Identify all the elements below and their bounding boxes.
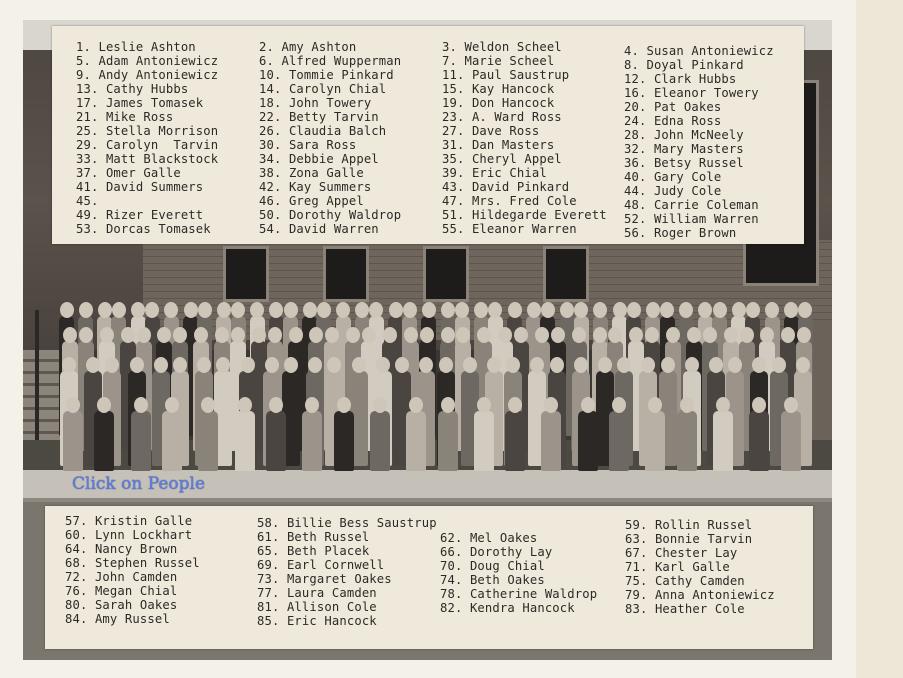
person-head <box>303 302 317 318</box>
name-entry: 46. Greg Appel <box>259 194 364 208</box>
name-entry: 81. Allison Cole <box>257 600 377 614</box>
person-head <box>98 302 112 318</box>
person-figure <box>63 411 83 471</box>
person-head <box>784 397 798 413</box>
person-head <box>716 397 730 413</box>
name-entry: 25. Stella Morrison <box>76 124 219 138</box>
person-head <box>463 357 477 373</box>
name-entry: 6. Alfred Wupperman <box>259 54 402 68</box>
person-figure <box>645 411 665 471</box>
name-entry: 21. Mike Ross <box>76 110 174 124</box>
person-figure <box>781 411 801 471</box>
person-head <box>422 302 436 318</box>
name-entry: 26. Claudia Balch <box>259 124 387 138</box>
name-entry: 41. David Summers <box>76 180 204 194</box>
name-entry: 29. Carolyn Tarvin <box>76 138 219 152</box>
name-entry: 18. John Towery <box>259 96 372 110</box>
person-head <box>79 327 93 343</box>
name-entry: 62. Mel Oakes <box>440 531 538 545</box>
person-figure <box>505 411 525 471</box>
name-entry: 43. David Pinkard <box>442 180 570 194</box>
person-head <box>487 357 501 373</box>
person-figure <box>302 411 322 471</box>
person-head <box>508 302 522 318</box>
name-entry: 77. Laura Camden <box>257 586 377 600</box>
person-head <box>395 357 409 373</box>
name-entry: 65. Beth Placek <box>257 544 370 558</box>
name-entry: 50. Dorothy Waldrop <box>259 208 402 222</box>
person-head <box>680 397 694 413</box>
person-head <box>541 302 555 318</box>
name-entry: 48. Carrie Coleman <box>624 198 759 212</box>
name-entry: 60. Lynn Lockhart <box>65 528 193 542</box>
person-figure <box>677 411 697 471</box>
person-head <box>403 302 417 318</box>
names-panel-top <box>52 26 804 244</box>
person-head <box>268 327 282 343</box>
person-head <box>550 357 564 373</box>
name-entry: 57. Kristin Galle <box>65 514 193 528</box>
person-head <box>772 357 786 373</box>
person-head <box>527 302 541 318</box>
name-entry: 28. John McNeely <box>624 128 744 142</box>
name-entry: 5. Adam Antoniewicz <box>76 54 219 68</box>
person-head <box>383 327 397 343</box>
name-entry: 51. Hildegarde Everett <box>442 208 607 222</box>
person-head <box>581 397 595 413</box>
person-head <box>560 302 574 318</box>
name-entry: 30. Sara Ross <box>259 138 357 152</box>
person-head <box>352 357 366 373</box>
person-head <box>66 397 80 413</box>
name-entry: 37. Omer Galle <box>76 166 181 180</box>
name-entry: 33. Matt Blackstock <box>76 152 219 166</box>
name-entry: 85. Eric Hancock <box>257 614 377 628</box>
person-head <box>63 327 77 343</box>
click-on-people-link[interactable]: Click on People <box>72 474 206 494</box>
person-head <box>317 302 331 318</box>
person-head <box>439 357 453 373</box>
name-entry: 19. Don Hancock <box>442 96 555 110</box>
person-head <box>238 397 252 413</box>
person-head <box>593 327 607 343</box>
person-head <box>612 397 626 413</box>
person-figure <box>370 411 390 471</box>
person-head <box>506 357 520 373</box>
person-head <box>685 357 699 373</box>
name-entry: 74. Beth Oakes <box>440 573 545 587</box>
name-entry: 35. Cheryl Appel <box>442 152 562 166</box>
name-entry: 31. Dan Masters <box>442 138 555 152</box>
person-head <box>79 302 93 318</box>
name-entry: 67. Chester Lay <box>625 546 738 560</box>
name-entry: 7. Marie Scheel <box>442 54 555 68</box>
name-entry: 39. Eric Chial <box>442 166 547 180</box>
name-entry: 10. Tommie Pinkard <box>259 68 394 82</box>
name-entry: 3. Weldon Scheel <box>442 40 562 54</box>
person-head <box>572 327 586 343</box>
person-head <box>646 302 660 318</box>
person-head <box>441 397 455 413</box>
person-head <box>613 302 627 318</box>
person-head <box>661 357 675 373</box>
name-entry: 40. Gary Cole <box>624 170 722 184</box>
person-figure <box>749 411 769 471</box>
name-entry: 20. Pat Oakes <box>624 100 722 114</box>
name-entry: 76. Megan Chial <box>65 584 178 598</box>
person-figure <box>474 411 494 471</box>
name-entry: 1. Leslie Ashton <box>76 40 196 54</box>
person-head <box>284 302 298 318</box>
person-head <box>252 327 266 343</box>
person-head <box>184 302 198 318</box>
name-entry: 11. Paul Saustrup <box>442 68 570 82</box>
person-head <box>154 357 168 373</box>
person-figure <box>162 411 182 471</box>
person-figure <box>406 411 426 471</box>
person-figure <box>578 411 598 471</box>
name-entry: 78. Catherine Waldrop <box>440 587 598 601</box>
person-head <box>130 357 144 373</box>
name-entry: 34. Debbie Appel <box>259 152 379 166</box>
name-entry: 75. Cathy Camden <box>625 574 745 588</box>
person-head <box>441 327 455 343</box>
name-entry: 38. Zona Galle <box>259 166 364 180</box>
name-entry: 80. Sarah Oakes <box>65 598 178 612</box>
name-entry: 69. Earl Cornwell <box>257 558 385 572</box>
name-entry: 2. Amy Ashton <box>259 40 357 54</box>
person-head <box>100 327 114 343</box>
stair-rail <box>35 310 39 440</box>
person-figure <box>198 411 218 471</box>
name-entry: 72. John Camden <box>65 570 178 584</box>
person-head <box>713 302 727 318</box>
person-head <box>112 302 126 318</box>
name-entry: 24. Edna Ross <box>624 114 722 128</box>
name-entry: 59. Rollin Russel <box>625 518 753 532</box>
name-entry: 66. Dorothy Lay <box>440 545 553 559</box>
name-entry: 58. Billie Bess Saustrup <box>257 516 437 530</box>
person-head <box>796 357 810 373</box>
person-head <box>598 357 612 373</box>
person-head <box>60 302 74 318</box>
right-border <box>856 0 903 678</box>
name-entry: 84. Amy Russel <box>65 612 170 626</box>
person-figure <box>438 411 458 471</box>
name-entry: 14. Carolyn Chial <box>259 82 387 96</box>
person-head <box>284 357 298 373</box>
person-head <box>574 357 588 373</box>
names-panel-bottom <box>45 506 813 649</box>
person-head <box>121 327 135 343</box>
person-head <box>362 327 376 343</box>
person-head <box>198 302 212 318</box>
person-head <box>420 327 434 343</box>
person-head <box>231 327 245 343</box>
person-head <box>265 357 279 373</box>
person-figure <box>94 411 114 471</box>
person-figure <box>266 411 286 471</box>
name-entry: 53. Dorcas Tomasek <box>76 222 211 236</box>
person-head <box>336 302 350 318</box>
name-entry: 47. Mrs. Fred Cole <box>442 194 577 208</box>
person-figure <box>541 411 561 471</box>
person-head <box>732 302 746 318</box>
name-entry: 64. Nancy Brown <box>65 542 178 556</box>
person-figure <box>609 411 629 471</box>
name-entry: 82. Kendra Hancock <box>440 601 575 615</box>
crowd[interactable] <box>53 282 823 482</box>
person-head <box>687 327 701 343</box>
name-entry: 83. Heather Cole <box>625 602 745 616</box>
name-entry: 36. Betsy Russel <box>624 156 744 170</box>
name-entry: 17. James Tomasek <box>76 96 204 110</box>
person-head <box>289 327 303 343</box>
person-head <box>746 302 760 318</box>
name-entry: 22. Betty Tarvin <box>259 110 379 124</box>
person-head <box>551 327 565 343</box>
person-head <box>765 302 779 318</box>
person-head <box>477 397 491 413</box>
person-head <box>404 327 418 343</box>
name-entry: 49. Rizer Everett <box>76 208 204 222</box>
person-head <box>441 302 455 318</box>
person-head <box>215 327 229 343</box>
person-head <box>269 397 283 413</box>
person-head <box>217 302 231 318</box>
person-figure <box>713 411 733 471</box>
person-head <box>62 357 76 373</box>
name-entry: 63. Bonnie Tarvin <box>625 532 753 546</box>
name-entry: 16. Eleanor Towery <box>624 86 759 100</box>
name-entry: 27. Dave Ross <box>442 124 540 138</box>
person-head <box>173 357 187 373</box>
name-entry: 52. William Warren <box>624 212 759 226</box>
person-head <box>389 302 403 318</box>
name-entry: 73. Margaret Oakes <box>257 572 392 586</box>
person-head <box>231 302 245 318</box>
name-entry: 68. Stephen Russel <box>65 556 200 570</box>
person-head <box>514 327 528 343</box>
person-head <box>373 397 387 413</box>
person-head <box>724 327 738 343</box>
name-entry: 44. Judy Cole <box>624 184 722 198</box>
name-entry: 13. Cathy Hubbs <box>76 82 189 96</box>
name-entry: 45. <box>76 194 99 208</box>
name-entry: 42. Kay Summers <box>259 180 372 194</box>
person-head <box>709 357 723 373</box>
name-entry: 23. A. Ward Ross <box>442 110 562 124</box>
name-entry: 9. Andy Antoniewicz <box>76 68 219 82</box>
person-head <box>137 327 151 343</box>
person-figure <box>334 411 354 471</box>
name-entry: 56. Roger Brown <box>624 226 737 240</box>
person-head <box>535 327 549 343</box>
person-head <box>740 327 754 343</box>
name-entry: 32. Mary Masters <box>624 142 744 156</box>
person-head <box>666 327 680 343</box>
name-entry: 15. Kay Hancock <box>442 82 555 96</box>
person-figure <box>131 411 151 471</box>
person-head <box>627 302 641 318</box>
person-head <box>337 397 351 413</box>
name-entry: 54. David Warren <box>259 222 379 236</box>
name-entry: 79. Anna Antoniewicz <box>625 588 775 602</box>
name-entry: 8. Doyal Pinkard <box>624 58 744 72</box>
name-entry: 12. Clark Hubbs <box>624 72 737 86</box>
person-head <box>165 397 179 413</box>
name-entry: 55. Eleanor Warren <box>442 222 577 236</box>
name-entry: 61. Beth Russel <box>257 530 370 544</box>
name-entry: 70. Doug Chial <box>440 559 545 573</box>
name-entry: 71. Karl Galle <box>625 560 730 574</box>
person-head <box>660 302 674 318</box>
name-entry: 4. Susan Antoniewicz <box>624 44 774 58</box>
person-head <box>134 397 148 413</box>
person-head <box>703 327 717 343</box>
person-figure <box>235 411 255 471</box>
person-head <box>241 357 255 373</box>
person-head <box>376 357 390 373</box>
